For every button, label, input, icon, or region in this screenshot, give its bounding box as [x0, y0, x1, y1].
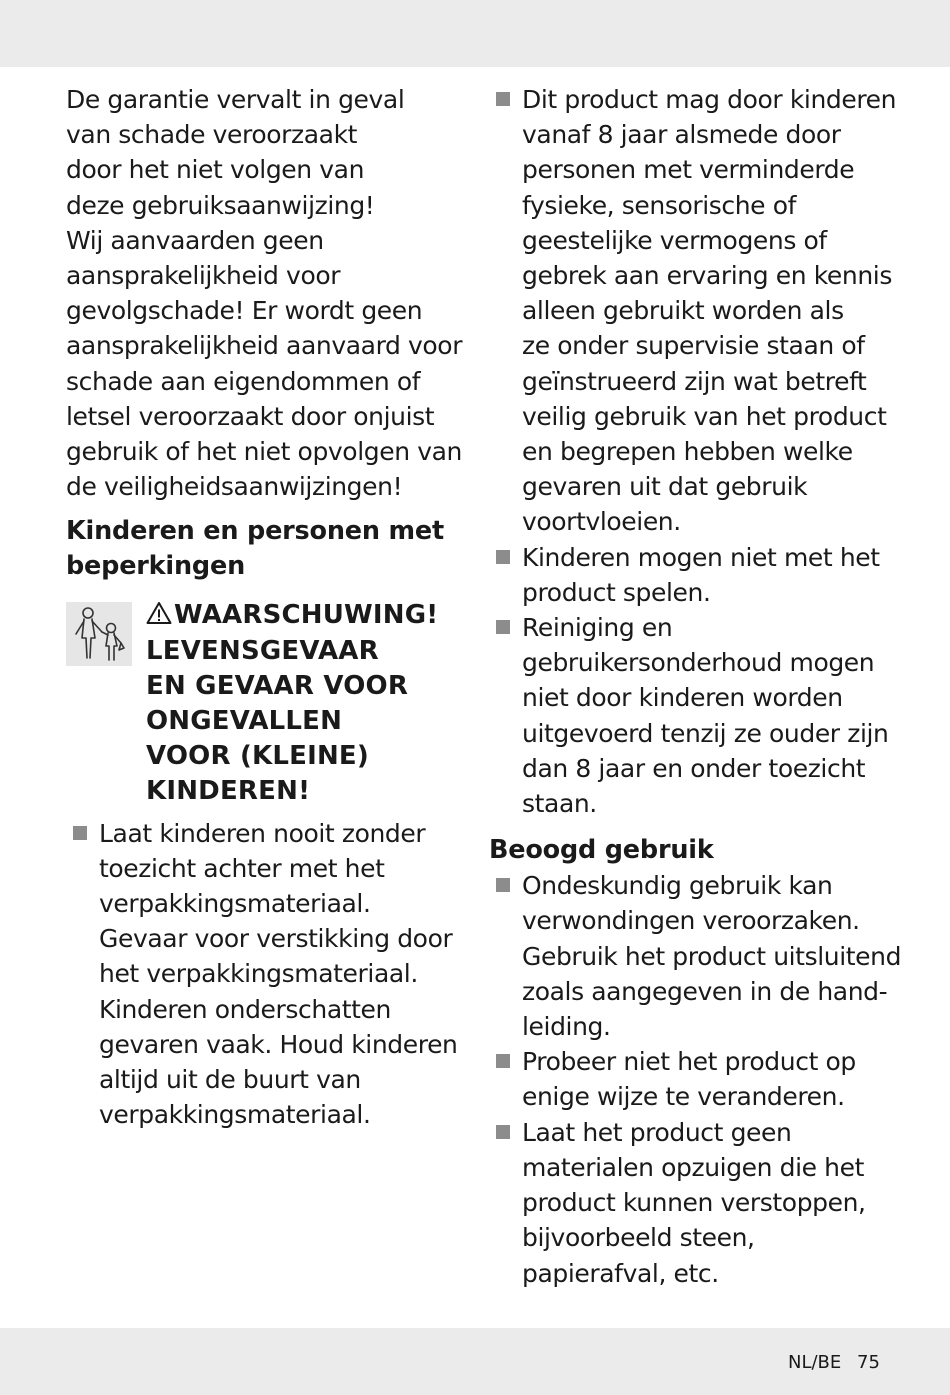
warning-triangle-icon [146, 601, 172, 625]
section-heading-intended-use: Beoogd gebruik [489, 835, 714, 866]
text-line: niet door kinderen worden [522, 683, 843, 713]
text-line: alleen gebruikt worden als [522, 296, 844, 326]
text-line: gebrek aan ervaring en kennis [522, 261, 892, 291]
text-line: zoals aangegeven in de hand- [522, 976, 888, 1006]
footer-language: NL/BE [788, 1352, 842, 1373]
list-item [489, 82, 897, 540]
text-line: aansprakelijkheid voor [66, 261, 341, 291]
text-line: staan. [522, 789, 597, 819]
list-item [489, 1115, 889, 1291]
square-bullet-icon [496, 1054, 510, 1068]
text-line: toezicht achter met het [99, 853, 385, 883]
text-line: personen met verminderde [522, 155, 855, 185]
list-item [489, 610, 889, 821]
text-line: veilig gebruik van het product [522, 401, 887, 431]
text-line: deze gebruiksaanwijzing! [66, 190, 375, 220]
text-line: Dit product mag door kinderen [522, 85, 897, 114]
square-bullet-icon [496, 550, 510, 564]
text-line: bijvoorbeeld steen, [522, 1223, 755, 1253]
child-hazard-pictogram-icon [66, 602, 132, 666]
list-item [489, 540, 889, 610]
text-line: materialen opzuigen die het [522, 1152, 865, 1182]
text-line: product kunnen verstoppen, [522, 1188, 866, 1218]
text-line: Probeer niet het product op [522, 1047, 856, 1077]
text-line: uitgevoerd tenzij ze ouder zijn [522, 718, 889, 748]
heading-line: Kinderen en personen met [66, 516, 444, 547]
text-line: van schade veroorzaakt [66, 120, 358, 150]
list-item [489, 1044, 889, 1114]
text-line: Wij aanvaarden geen [66, 225, 324, 255]
warning-block [66, 598, 456, 809]
intro-paragraph [66, 82, 463, 504]
text-line: verwondingen veroorzaken. [522, 906, 860, 936]
text-line: door het niet volgen van [66, 155, 365, 185]
right-bullet-list-top [489, 82, 897, 821]
text-line: product spelen. [522, 577, 711, 607]
text-line: letsel veroorzaakt door onjuist [66, 401, 435, 431]
warning-title [146, 598, 456, 633]
warning-line: ONGEVALLEN [146, 706, 343, 737]
text-line: vanaf 8 jaar alsmede door [522, 120, 841, 150]
text-line: en begrepen hebben welke [522, 437, 853, 467]
text-line: verpakkingsmateriaal. [99, 1100, 371, 1130]
text-line: Ondeskundig gebruik kan [522, 871, 833, 901]
square-bullet-icon [496, 878, 510, 892]
text-line: papierafval, etc. [522, 1258, 719, 1288]
heading-line: beperkingen [66, 551, 246, 582]
text-line: Laat het product geen [522, 1117, 792, 1147]
text-line: voortvloeien. [522, 507, 681, 537]
text-line: dan 8 jaar en onder toezicht [522, 753, 866, 783]
text-line: geïnstrueerd zijn wat betreft [522, 366, 867, 396]
text-line: enige wijze te veranderen. [522, 1082, 845, 1112]
right-column [489, 82, 902, 1291]
text-line: het verpakkingsmateriaal. [99, 959, 418, 989]
text-line: altijd uit de buurt van [99, 1065, 361, 1095]
square-bullet-icon [496, 620, 510, 634]
warning-line: LEVENSGEVAAR [146, 635, 379, 666]
square-bullet-icon [496, 92, 510, 106]
text-line: gevaren vaak. Houd kinderen [99, 1029, 458, 1059]
text-line: de veiligheidsaanwijzingen! [66, 472, 403, 502]
text-line: Gevaar voor verstikking door [99, 924, 453, 954]
text-line: gebruikersonderhoud mogen [522, 648, 875, 678]
square-bullet-icon [73, 826, 87, 840]
text-line: De garantie vervalt in geval [66, 85, 405, 114]
section-heading-children [66, 514, 456, 584]
list-item [489, 868, 902, 1044]
text-line: ze onder supervisie staan of [522, 331, 865, 361]
text-line: Gebruik het product uitsluitend [522, 941, 902, 971]
right-bullet-list-bottom [489, 868, 902, 1290]
warning-title-text: WAARSCHUWING! [174, 600, 439, 631]
left-column [66, 82, 463, 1132]
text-line: aansprakelijkheid aanvaard voor [66, 331, 463, 361]
warning-line: KINDEREN! [146, 776, 311, 807]
list-item [66, 816, 456, 1133]
text-line: Reiniging en [522, 613, 673, 643]
text-line: Laat kinderen nooit zonder [99, 818, 426, 848]
left-bullet-list [66, 816, 456, 1133]
text-line: gebruik of het niet opvolgen van [66, 437, 462, 467]
text-line: Kinderen mogen niet met het [522, 542, 880, 572]
text-line: Kinderen onderschatten [99, 994, 391, 1024]
top-band [0, 0, 950, 67]
text-line: leiding. [522, 1012, 611, 1042]
text-line: geestelijke vermogens of [522, 225, 827, 255]
text-line: fysieke, sensorische of [522, 190, 797, 220]
text-line: gevolgschade! Er wordt geen [66, 296, 423, 326]
page-number: 75 [857, 1352, 880, 1373]
square-bullet-icon [496, 1125, 510, 1139]
text-line: schade aan eigendommen of [66, 366, 421, 396]
text-line: verpakkingsmateriaal. [99, 889, 371, 919]
warning-line: EN GEVAAR VOOR [146, 670, 409, 701]
text-line: gevaren uit dat gebruik [522, 472, 808, 502]
warning-line: VOOR (KLEINE) [146, 741, 369, 772]
